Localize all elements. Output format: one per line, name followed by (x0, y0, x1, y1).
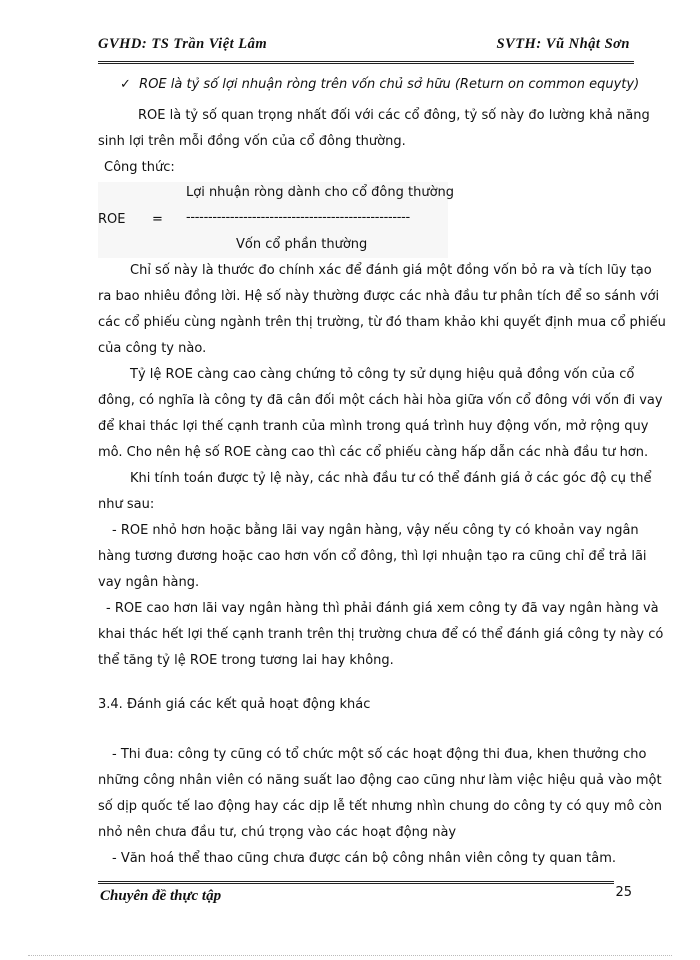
bullet-line: khai thác hết lợi thế cạnh tranh trên thị trường chưa để có thể đánh giá công ty này có (98, 627, 664, 642)
paragraph-line: Chỉ số này là thước đo chính xác để đánh giá một đồng vốn bỏ ra và tích lũy tạo (130, 263, 652, 278)
formula-denominator: Vốn cổ phần thường (236, 237, 368, 252)
roe-intro-line: sinh lợi trên mỗi đồng vốn của cổ đông thường. (98, 134, 406, 149)
bullet-line: nhỏ nên chưa đầu tư, chú trọng vào các hoạt động này (98, 825, 457, 840)
section-heading: 3.4. Đánh giá các kết quả hoạt động khác (98, 697, 371, 712)
bullet-line: số dịp quốc tế lao động hay các dịp lễ tết nhưng nhìn chung do công ty có quy mô còn (98, 799, 662, 814)
formula-numerator: Lợi nhuận ròng dành cho cổ đông thường (186, 185, 455, 200)
footer-rule (98, 881, 614, 884)
paragraph-line: mô. Cho nên hệ số ROE càng cao thì các cổ phiếu càng hấp dẫn các nhà đầu tư hơn. (98, 445, 649, 460)
paragraph-line: Khi tính toán được tỷ lệ này, các nhà đầu tư có thể đánh giá ở các góc độ cụ thể (130, 471, 652, 486)
formula-lhs: ROE (98, 212, 126, 227)
bullet-line: - Thi đua: công ty cũng có tổ chức một số các hoạt động thi đua, khen thưởng cho (112, 747, 647, 762)
roe-intro-line: ROE là tỷ số quan trọng nhất đối với các cổ đông, tỷ số này đo lường khả năng (138, 108, 650, 123)
roe-title-line (120, 77, 639, 92)
page-edge-dotted-line (28, 955, 672, 956)
paragraph-line: ra bao nhiêu đồng lời. Hệ số này thường được các nhà đầu tư phân tích để so sánh với (98, 289, 660, 304)
paragraph-line: của công ty nào. (98, 341, 207, 356)
bullet-line: - ROE nhỏ hơn hoặc bằng lãi vay ngân hàng, vậy nếu công ty có khoản vay ngân (112, 523, 639, 538)
footer-title: Chuyên đề thực tập (100, 888, 222, 904)
page-header (98, 36, 634, 62)
paragraph-line: Tỷ lệ ROE càng cao càng chứng tỏ công ty sử dụng hiệu quả đồng vốn của cổ (130, 367, 635, 382)
paragraph-line: các cổ phiếu cùng ngành trên thị trường, từ đó tham khảo khi quyết định mua cổ phiếu (98, 315, 666, 330)
bullet-line: hàng tương đương hoặc cao hơn vốn cổ đông, thì lợi nhuận tạo ra cũng chỉ để trả lãi (98, 549, 647, 564)
page-number: 25 (615, 885, 632, 900)
paragraph-line: để khai thác lợi thế cạnh tranh của mình trong quá trình huy động vốn, mở rộng quy (98, 419, 649, 434)
paragraph-line: như sau: (98, 497, 155, 512)
formula-label: Công thức: (104, 160, 175, 175)
header-rule (98, 61, 634, 64)
formula-equals: = (152, 212, 163, 227)
paragraph-line: đông, có nghĩa là công ty đã cân đối một cách hài hòa giữa vốn cổ đông với vốn đi vay (98, 393, 663, 408)
bullet-line: - ROE cao hơn lãi vay ngân hàng thì phải đánh giá xem công ty đã vay ngân hàng và (106, 601, 659, 616)
bullet-line: thể tăng tỷ lệ ROE trong tương lai hay không. (98, 653, 394, 668)
header-supervisor: GVHD: TS Trần Việt Lâm (98, 36, 268, 52)
bullet-line: những công nhân viên có năng suất lao động cao cũng như làm việc hiệu quả vào một (98, 773, 662, 788)
bullet-line: vay ngân hàng. (98, 575, 200, 590)
document-page (98, 30, 666, 910)
check-icon: ✓ (120, 77, 131, 92)
header-student: SVTH: Vũ Nhật Sơn (496, 36, 630, 52)
roe-title: ROE là tỷ số lợi nhuận ròng trên vốn chủ sở hữu (Return on common equyty) (139, 77, 640, 92)
formula-fraction-bar: --------------------------------------------------- (186, 210, 410, 225)
bullet-line: - Văn hoá thể thao cũng chưa được cán bộ công nhân viên công ty quan tâm. (112, 851, 617, 866)
